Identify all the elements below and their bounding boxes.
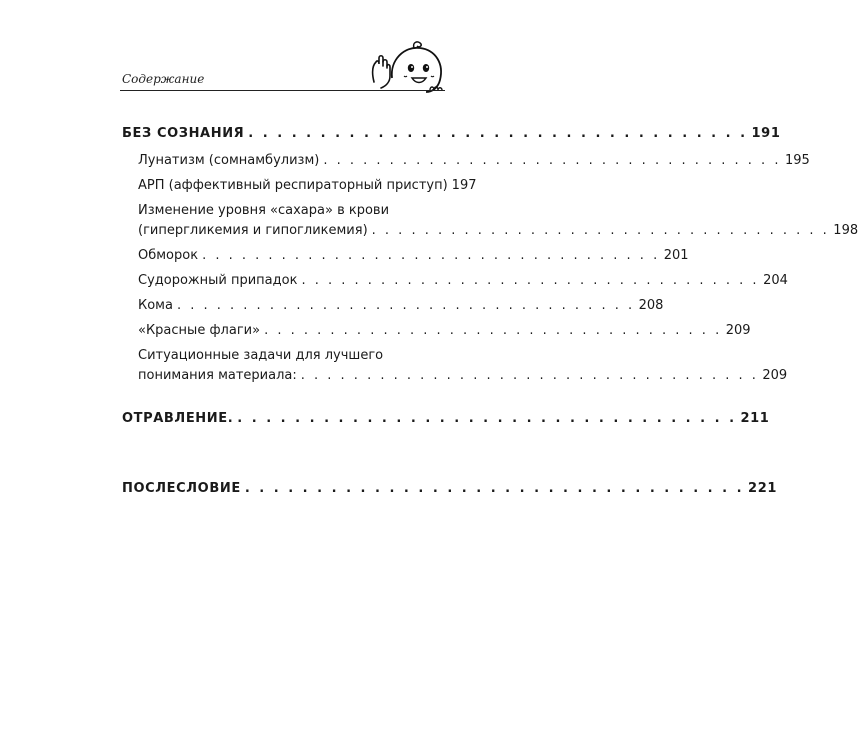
toc-title: (гипергликемия и гипогликемия) [138, 223, 368, 238]
toc-leader-dots: . . . . . . . . . . . . . . . . . . . . . . . . . . . . . . . . . . . [248, 126, 748, 141]
toc-item-sudorozhny[interactable] [138, 273, 788, 289]
toc-title: АРП (аффективный респираторный приступ) [138, 178, 448, 193]
toc-page-number: 211 [740, 411, 770, 426]
toc-page-number: 221 [748, 481, 777, 496]
toc-title: Лунатизм (сомнамбулизм) [138, 153, 320, 168]
toc-page-number: 191 [751, 126, 781, 141]
toc-page-number: 209 [725, 323, 751, 338]
toc-page-number: 201 [663, 248, 689, 263]
toc-title: ПОСЛЕСЛОВИЕ [122, 481, 241, 496]
waving-baby-icon [368, 38, 448, 96]
toc-title: «Красные флаги» [138, 323, 261, 338]
toc-item-tasks-line1: Ситуационные задачи для лучшего [138, 348, 384, 363]
header-rule [120, 90, 445, 91]
toc-page-number: 208 [638, 298, 664, 313]
toc-leader-dots: . . . . . . . . . . . . . . . . . . . . . . . . . . . . . . . . . . . [202, 248, 660, 263]
toc-page-number: 197 [451, 178, 477, 193]
toc-leader-dots: . . . . . . . . . . . . . . . . . . . . . . . . . . . . . . . . . . . [371, 223, 830, 238]
toc-title: Обморок [138, 248, 199, 263]
toc-item-sugar-line1: Изменение уровня «сахара» в крови [138, 203, 390, 218]
toc-item-arp[interactable] [138, 178, 477, 194]
toc-leader-dots: . . . . . . . . . . . . . . . . . . . . . . . . . . . . . . . . . . . [300, 368, 759, 383]
toc-title: Судорожный припадок [138, 273, 298, 288]
toc-item-lunatizm[interactable] [138, 153, 810, 169]
toc-section-bez-soznaniya[interactable] [122, 126, 781, 142]
toc-leader-dots: . . . . . . . . . . . . . . . . . . . . . . . . . . . . . . . . . . . [244, 481, 745, 496]
header-title: Содержание [122, 72, 205, 86]
toc-section-posleslovie[interactable] [122, 481, 777, 497]
toc-leader-dots: . . . . . . . . . . . . . . . . . . . . . . . . . . . . . . . . . . . [323, 153, 781, 168]
toc-page-number: 195 [784, 153, 810, 168]
toc-item-koma[interactable] [138, 298, 664, 314]
toc-item-obmorok[interactable] [138, 248, 689, 264]
toc-leader-dots: . . . . . . . . . . . . . . . . . . . . . . . . . . . . . . . . . . . [301, 273, 760, 288]
toc-item-sugar[interactable] [138, 223, 858, 239]
toc-page-number: 198 [833, 223, 858, 238]
toc-title: Кома [138, 298, 173, 313]
toc-leader-dots: . . . . . . . . . . . . . . . . . . . . . . . . . . . . . . . . . . . [264, 323, 722, 338]
toc-item-tasks[interactable] [138, 368, 788, 384]
toc-title: БЕЗ СОЗНАНИЯ [122, 126, 245, 141]
toc-page-number: 209 [762, 368, 788, 383]
toc-leader-dots: . . . . . . . . . . . . . . . . . . . . . . . . . . . . . . . . . . . [176, 298, 635, 313]
toc-page-number: 204 [763, 273, 788, 288]
toc-title: ОТРАВЛЕНИЕ. [122, 411, 234, 426]
toc-section-otravlenie[interactable] [122, 411, 770, 427]
toc-leader-dots: . . . . . . . . . . . . . . . . . . . . . . . . . . . . . . . . . . . [237, 411, 737, 426]
toc-item-krasnye-flagi[interactable] [138, 323, 751, 339]
toc-title: понимания материала: [138, 368, 297, 383]
